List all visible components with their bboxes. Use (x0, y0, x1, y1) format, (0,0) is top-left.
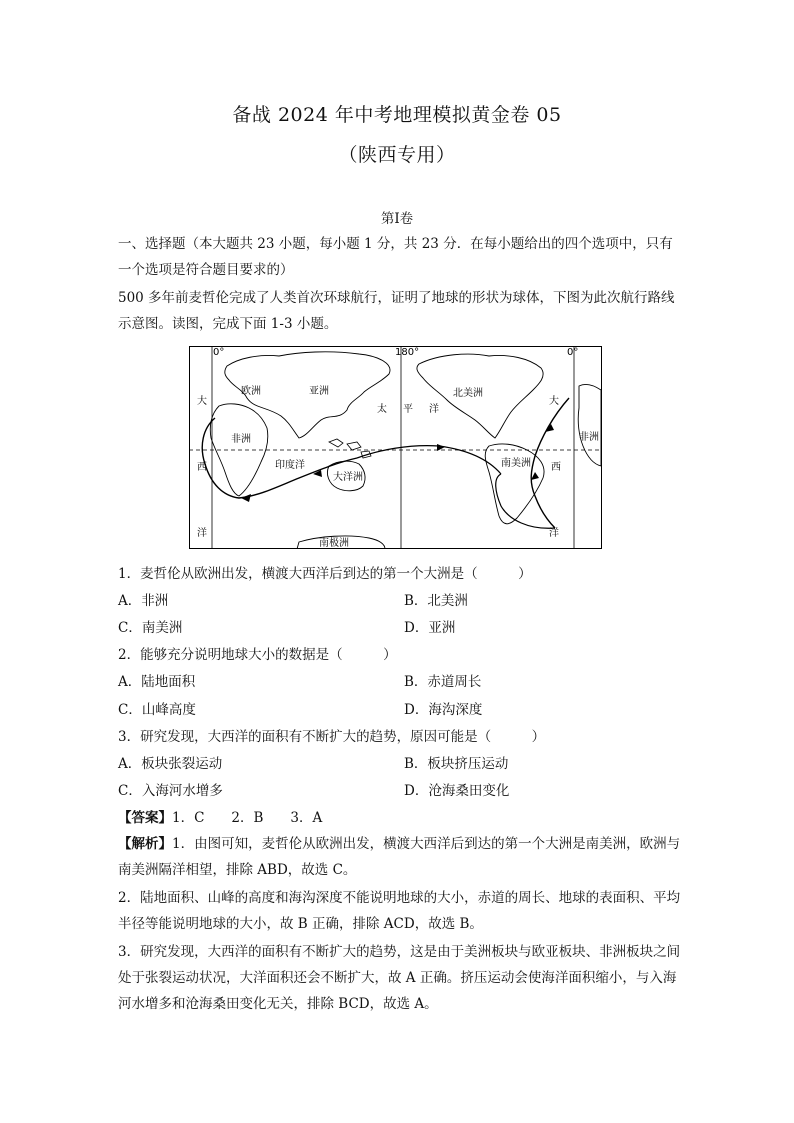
passage: 500 多年前麦哲伦完成了人类首次环球航行，证明了地球的形状为球体，下图为此次航行路线示意图。读图，完成下面 1-3 小题。 (118, 290, 675, 332)
option-3c[interactable]: C．入海河水增多 (118, 783, 223, 799)
option-3b[interactable]: B．板块挤压运动 (404, 756, 509, 772)
question-1-options-row-1 (118, 588, 682, 614)
question-3-stem: 3．研究发现，大西洋的面积有不断扩大的趋势，原因可能是（ ） (118, 729, 546, 745)
option-1a[interactable]: A．非洲 (118, 593, 169, 609)
label-africa-right: 非洲 (579, 432, 599, 443)
option-3a[interactable]: A．板块张裂运动 (118, 756, 223, 772)
label-oceania: 大洋洲 (333, 472, 363, 483)
option-1c[interactable]: C．南美洲 (118, 620, 183, 636)
meridian-label-left: 0° (213, 347, 225, 358)
option-2b[interactable]: B．赤道周长 (404, 674, 482, 690)
label-pacific-ping: 平 (403, 404, 413, 415)
label-europe: 欧洲 (241, 386, 261, 397)
question-3-options-row-2 (118, 778, 682, 804)
label-atl-right-xi: 西 (551, 462, 561, 473)
label-pacific-yang: 洋 (429, 404, 439, 415)
option-2c[interactable]: C．山峰高度 (118, 702, 196, 718)
analysis-p1-text: 1．由图可知，麦哲伦从欧洲出发，横渡大西洋后到达的第一个大洲是南美洲，欧洲与南美洲隔洋相望，排除 ABD，故选 C。 (118, 836, 681, 878)
question-2-options-row-1 (118, 669, 682, 695)
label-antarctica: 南极洲 (319, 538, 349, 549)
label-atl-left-xi: 西 (197, 462, 207, 473)
label-africa: 非洲 (231, 434, 251, 445)
label-atl-left-da: 大 (197, 396, 207, 407)
label-atl-right-da: 大 (549, 396, 559, 407)
section-intro: 一、选择题（本大题共 23 小题，每小题 1 分，共 23 分．在每小题给出的四个选项中，只有一个选项是符合题目要求的） (118, 236, 673, 278)
option-1b[interactable]: B．北美洲 (404, 593, 468, 609)
analysis-label: 【解析】 (118, 836, 172, 852)
meridian-label-right: 0° (567, 347, 579, 358)
magellan-route-map (189, 346, 602, 549)
label-pacific-tai: 太 (377, 404, 387, 415)
label-asia: 亚洲 (309, 386, 329, 397)
answer-text: 1．C 2．B 3．A (172, 810, 323, 826)
question-3-options-row-1 (118, 751, 682, 777)
page-title: 备战 2024 年中考地理模拟黄金卷 05 (232, 104, 562, 126)
question-1-options-row-2 (118, 615, 682, 641)
page-subtitle: （陕西专用） (338, 144, 456, 166)
analysis-p2: 2．陆地面积、山峰的高度和海沟深度不能说明地球的大小，赤道的周长、地球的表面积、平均半径等能说明地球的大小，故 B 正确，排除 ACD，故选 B。 (118, 890, 681, 932)
answer-line (118, 805, 682, 831)
option-2a[interactable]: A．陆地面积 (118, 674, 196, 690)
question-2-stem: 2．能够充分说明地球大小的数据是（ ） (118, 647, 397, 663)
label-indian-ocean: 印度洋 (275, 460, 305, 471)
label-south-america: 南美洲 (501, 458, 531, 469)
section-name: 第Ⅰ卷 (380, 211, 414, 227)
meridian-label-180: 180° (395, 347, 420, 358)
option-2d[interactable]: D．海沟深度 (404, 702, 483, 718)
label-north-america: 北美洲 (453, 388, 483, 399)
label-atl-right-yang: 洋 (549, 528, 559, 539)
option-1d[interactable]: D．亚洲 (404, 620, 456, 636)
option-3d[interactable]: D．沧海桑田变化 (404, 783, 510, 799)
answer-label: 【答案】 (118, 810, 172, 826)
label-atl-left-yang: 洋 (197, 528, 207, 539)
analysis-p3: 3．研究发现，大西洋的面积有不断扩大的趋势，这是由于美洲板块与欧亚板块、非洲板块之间处于张裂运动状况，大洋面积还会不断扩大，故 A 正确。挤压运动会使海洋面积缩小，与入海河水增多和沧海桑田变化无关，排除 BCD，故选 A。 (118, 944, 681, 1012)
analysis-p1 (118, 831, 682, 883)
question-1-stem: 1．麦哲伦从欧洲出发，横渡大西洋后到达的第一个大洲是（ ） (118, 566, 532, 582)
question-2-options-row-2 (118, 697, 682, 723)
